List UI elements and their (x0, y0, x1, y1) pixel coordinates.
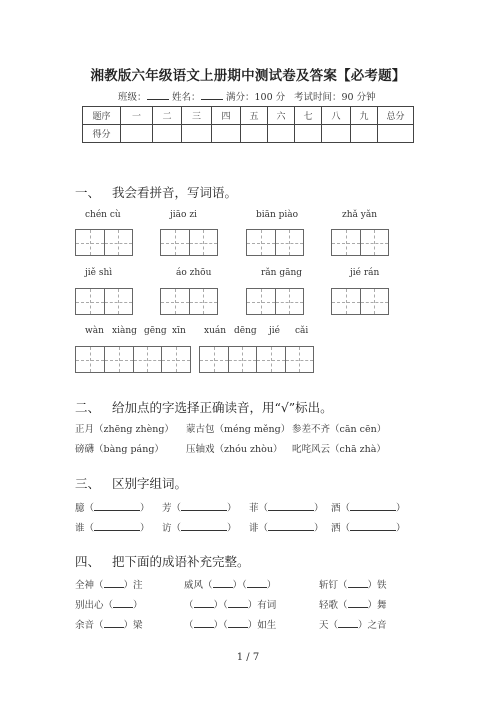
answer-blank[interactable] (194, 598, 214, 608)
pronunciation-options[interactable]: （bàng páng） (94, 444, 164, 455)
pinyin-label: gēng (144, 326, 167, 336)
score-header-cell: 八 (322, 107, 351, 125)
score-cell[interactable] (212, 125, 241, 143)
page-title: 湘教版六年级语文上册期中测试卷及答案【必考题】 (90, 68, 406, 84)
distinguish-item: 菲（ ） (249, 503, 324, 514)
section-2-heading: 二、 给加点的字选择正确读音，用“√”标出。 (75, 400, 333, 415)
writing-grid-4[interactable] (199, 346, 314, 373)
score-cell[interactable] (241, 125, 268, 143)
answer-blank[interactable] (194, 618, 214, 628)
reading-item: 蒙古包（méng měng） (186, 424, 291, 435)
score-cell[interactable] (351, 125, 378, 143)
idiom-item: （ ）（ ）有词 (184, 600, 277, 611)
writing-grid[interactable] (246, 288, 304, 315)
writing-grid[interactable] (75, 288, 133, 315)
answer-blank[interactable] (247, 578, 267, 588)
section-3-heading: 三、 区别字组词。 (75, 476, 187, 491)
answer-blank[interactable] (350, 521, 396, 531)
score-cell[interactable] (322, 125, 351, 143)
idiom-item: （ ）（ ）如生 (184, 620, 277, 631)
score-header-cell: 一 (121, 107, 153, 125)
score-header-cell: 三 (182, 107, 212, 125)
idiom-item: 余音（ ）梁 (75, 620, 143, 631)
class-label: 班级： (118, 89, 169, 103)
score-header-cell: 二 (153, 107, 182, 125)
answer-blank[interactable] (94, 501, 140, 511)
reading-item: 参差不齐（cān cēn） (292, 424, 387, 435)
pinyin-label: biān piào (256, 210, 299, 220)
score-header-cell: 六 (268, 107, 295, 125)
pronunciation-options[interactable]: （cān cēn） (330, 424, 387, 435)
reading-item: 叱咤风云（chā zhà） (292, 444, 386, 455)
writing-grid[interactable] (75, 229, 133, 256)
pinyin-label: jiě shì (85, 268, 113, 278)
distinguish-item: 芳（ ） (162, 503, 237, 514)
score-cell[interactable] (153, 125, 182, 143)
full-score: 满分：100 分 (226, 92, 286, 103)
pinyin-label: dēng (234, 326, 257, 336)
writing-grid[interactable] (331, 288, 389, 315)
pinyin-label: rǎn gāng (261, 268, 303, 278)
score-header-cell: 九 (351, 107, 378, 125)
pinyin-label: xīn (172, 326, 186, 336)
score-table (82, 106, 414, 143)
score-row-label: 得分 (83, 125, 121, 143)
exam-time: 考试时间：90 分钟 (294, 92, 376, 103)
answer-blank[interactable] (213, 578, 233, 588)
answer-blank[interactable] (348, 598, 368, 608)
score-header-cell: 五 (241, 107, 268, 125)
pinyin-label: chén cù (85, 210, 121, 220)
distinguish-item: 谁（ ） (75, 523, 150, 534)
pinyin-label: áo zhōu (176, 268, 212, 278)
answer-blank[interactable] (350, 501, 396, 511)
pronunciation-options[interactable]: （chā zhà） (330, 444, 386, 455)
answer-blank[interactable] (104, 578, 124, 588)
answer-blank[interactable] (228, 618, 248, 628)
writing-grid[interactable] (246, 229, 304, 256)
idiom-item: 轻歌（ ）舞 (319, 600, 387, 611)
answer-blank[interactable] (338, 618, 358, 628)
answer-blank[interactable] (181, 521, 227, 531)
distinguish-item: 访（ ） (162, 523, 237, 534)
writing-grid[interactable] (160, 288, 218, 315)
pinyin-label: wàn (85, 326, 104, 336)
score-value-row (83, 125, 414, 143)
score-cell[interactable] (268, 125, 295, 143)
score-cell[interactable] (182, 125, 212, 143)
pinyin-label: cǎi (295, 326, 309, 336)
writing-grid[interactable] (331, 229, 389, 256)
answer-blank[interactable] (113, 598, 133, 608)
answer-blank[interactable] (104, 618, 124, 628)
pronunciation-options[interactable]: （zhóu zhòu） (214, 444, 283, 455)
pinyin-label: jiāo zi (170, 210, 197, 220)
idiom-item: 威风（ ）（ ） (184, 580, 277, 591)
reading-item: 压轴戏（zhóu zhòu） (186, 444, 283, 455)
class-blank[interactable] (147, 90, 169, 100)
idiom-item: 斩钉（ ）铁 (319, 580, 387, 591)
score-header-row (83, 107, 414, 125)
reading-item: 磅礴（bàng páng） (75, 444, 164, 455)
pinyin-label: xuán (204, 326, 227, 336)
score-cell[interactable] (295, 125, 322, 143)
score-header-cell: 总分 (378, 107, 414, 125)
distinguish-item: 酒（ ） (331, 503, 406, 514)
score-header-cell: 四 (212, 107, 241, 125)
idiom-item: 全神（ ）注 (75, 580, 143, 591)
distinguish-item: 臆（ ） (75, 503, 150, 514)
section-1-heading: 一、 我会看拼音，写词语。 (75, 185, 237, 200)
pronunciation-options[interactable]: （zhēng zhèng） (94, 424, 174, 435)
pinyin-label: jié (269, 326, 280, 336)
writing-grid[interactable] (160, 229, 218, 256)
score-cell[interactable] (378, 125, 414, 143)
answer-blank[interactable] (94, 521, 140, 531)
reading-item: 正月（zhēng zhèng） (75, 424, 174, 435)
idiom-item: 别出心（ ） (75, 600, 143, 611)
distinguish-item: 洒（ ） (331, 523, 406, 534)
page-number: 1 / 7 (236, 652, 260, 663)
pronunciation-options[interactable]: （méng měng） (214, 424, 291, 435)
score-header-cell: 题序 (83, 107, 121, 125)
score-header-cell: 七 (295, 107, 322, 125)
answer-blank[interactable] (348, 578, 368, 588)
score-cell[interactable] (121, 125, 153, 143)
pinyin-label: zhǎ yǎn (342, 210, 378, 220)
answer-blank[interactable] (268, 501, 314, 511)
answer-blank[interactable] (181, 501, 227, 511)
idiom-item: 天（ ）之音 (319, 620, 387, 631)
answer-blank[interactable] (268, 521, 314, 531)
pinyin-label: xiàng (112, 326, 137, 336)
name-label: 姓名： (172, 89, 223, 103)
name-blank[interactable] (201, 90, 223, 100)
writing-grid-4[interactable] (75, 346, 191, 373)
answer-blank[interactable] (228, 598, 248, 608)
section-4-heading: 四、 把下面的成语补充完整。 (75, 554, 250, 569)
distinguish-item: 诽（ ） (249, 523, 324, 534)
pinyin-label: jié rán (350, 268, 380, 278)
